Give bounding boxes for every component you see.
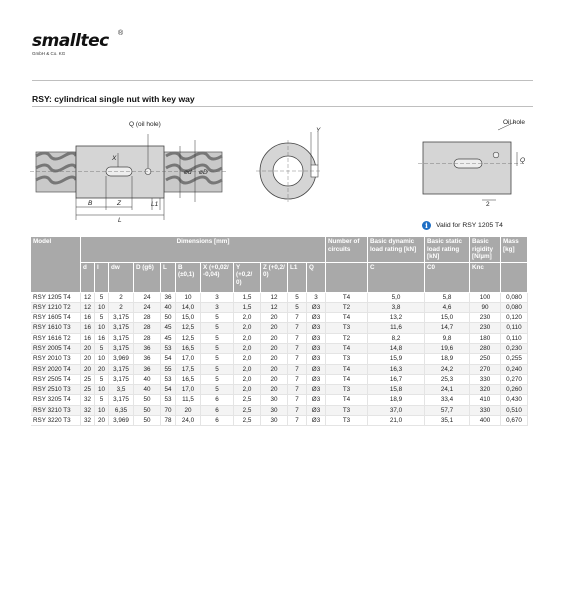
table-cell: 2,0 [234,385,261,395]
table-cell: 16 [81,333,95,343]
table-cell: 50 [134,395,161,405]
sub-b: B (±0,1) [176,262,201,292]
table-row [31,354,528,364]
table-cell: 28 [134,333,161,343]
logo-subtitle: GmbH & Co. KG [32,51,66,56]
table-cell: 5 [201,333,234,343]
table-cell: 0,080 [501,302,528,312]
table-row [31,385,528,395]
table-cell: 230 [470,313,501,323]
table-cell: T3 [326,354,368,364]
table-cell: 16 [95,333,109,343]
sub-l1: L1 [288,262,307,292]
table-cell: 0,240 [501,364,528,374]
table-cell: 11,5 [176,395,201,405]
sub-l: l [95,262,109,292]
sub-mass-blank [501,262,528,292]
table-cell: 24,1 [425,385,470,395]
table-cell: 2,0 [234,333,261,343]
table-cell: 330 [470,374,501,384]
table-cell: 2,5 [234,405,261,415]
table-cell: RSY 1605 T4 [31,313,81,323]
table-cell: 3 [201,292,234,302]
table-cell: Ø3 [307,364,326,374]
table-cell: 4,6 [425,302,470,312]
table-cell: 12,5 [176,323,201,333]
table-cell: 3,8 [368,302,425,312]
table-cell: 70 [161,405,176,415]
sub-y: Y (+0,2/ 0) [234,262,261,292]
table-cell: RSY 3205 T4 [31,395,81,405]
table-cell: 7 [288,364,307,374]
table-cell: 32 [81,405,95,415]
table-cell: 270 [470,364,501,374]
table-cell: 330 [470,405,501,415]
table-cell: 15,0 [425,313,470,323]
table-cell: 20 [261,385,288,395]
table-cell: 6 [201,405,234,415]
table-cell: 18,9 [368,395,425,405]
table-cell: 2,5 [234,416,261,426]
table-row [31,364,528,374]
col-model: Model [31,237,81,292]
spec-table [31,237,528,426]
col-dimensions: Dimensions [mm] [81,237,326,262]
table-cell: Ø3 [307,416,326,426]
nut-front-view [256,132,322,202]
table-cell: 3,969 [109,354,134,364]
table-cell: 3,175 [109,395,134,405]
table-cell: 24 [134,292,161,302]
table-cell: 20 [261,333,288,343]
table-cell: 0,260 [501,385,528,395]
table-cell: 5 [201,364,234,374]
table-cell: RSY 2005 T4 [31,343,81,353]
table-cell: 20 [261,354,288,364]
table-cell: 24,2 [425,364,470,374]
sub-circuits-blank [326,262,368,292]
table-cell: 20 [81,354,95,364]
sub-c0: C0 [425,262,470,292]
table-cell: 30 [261,416,288,426]
sub-d-g6: D (g6) [134,262,161,292]
table-cell: 7 [288,395,307,405]
table-cell: 14,7 [425,323,470,333]
table-cell: Ø3 [307,343,326,353]
table-cell: T2 [326,333,368,343]
screw-shaft-right [164,152,222,192]
table-cell: 2,0 [234,354,261,364]
sub-z: Z (+0,2/ 0) [261,262,288,292]
table-cell: 5 [95,343,109,353]
dim-y-label: Y [316,127,321,134]
table-cell: Ø3 [307,374,326,384]
table-cell: 12,5 [176,333,201,343]
table-cell: RSY 1616 T2 [31,333,81,343]
table-cell: 7 [288,385,307,395]
table-cell: 16,5 [176,374,201,384]
table-cell: T4 [326,313,368,323]
table-row [31,302,528,312]
table-cell: 100 [470,292,501,302]
table-cell: 28 [134,313,161,323]
table-row [31,343,528,353]
table-cell: 5 [95,292,109,302]
table-cell: 5,8 [425,292,470,302]
table-cell: 0,270 [501,374,528,384]
table-cell: 5 [95,313,109,323]
dim-b-label: B [88,200,93,207]
table-row [31,333,528,343]
table-row [31,416,528,426]
info-icon: i [422,221,431,230]
table-cell: 16 [81,323,95,333]
table-cell: 10 [176,292,201,302]
table-cell: 7 [288,313,307,323]
table-cell: 0,510 [501,405,528,415]
table-cell: RSY 2510 T3 [31,385,81,395]
table-cell: T3 [326,416,368,426]
screw-shaft-left [36,152,76,192]
table-cell: RSY 2010 T3 [31,354,81,364]
technical-drawing [30,110,540,224]
table-row [31,323,528,333]
table-cell: 5 [288,302,307,312]
table-cell: 19,6 [425,343,470,353]
table-cell: 12 [261,302,288,312]
table-cell: 54 [161,354,176,364]
table-cell: RSY 1210 T2 [31,302,81,312]
table-cell: 6,35 [109,405,134,415]
table-body [31,292,528,426]
table-cell: 280 [470,343,501,353]
table-cell: 3,175 [109,333,134,343]
table-cell: 2,0 [234,364,261,374]
table-cell: RSY 3210 T3 [31,405,81,415]
table-row [31,374,528,384]
table-cell: Ø3 [307,405,326,415]
sub-dw: dw [109,262,134,292]
oil-hole-label-right: Oil hole [503,119,526,126]
table-cell: 20 [261,343,288,353]
table-cell: 20 [95,364,109,374]
logo-wordmark: smalltec [32,31,109,51]
col-static-load: Basic static load rating [kN] [425,237,470,262]
table-cell: 45 [161,333,176,343]
dim-l1-label: L1 [151,201,159,208]
table-cell: 16,7 [368,374,425,384]
table-row [31,292,528,302]
table-cell: 7 [288,333,307,343]
table-cell: 230 [470,323,501,333]
table-cell: 35,1 [425,416,470,426]
table-cell: 30 [261,405,288,415]
table-cell: Ø3 [307,302,326,312]
col-mass: Mass [kg] [501,237,528,262]
table-cell: 17,0 [176,385,201,395]
table-cell: T4 [326,364,368,374]
table-row [31,313,528,323]
table-cell: 3,175 [109,374,134,384]
table-cell: 90 [470,302,501,312]
table-cell: 55 [161,364,176,374]
table-cell: 6 [201,395,234,405]
table-cell: 250 [470,354,501,364]
table-cell: T3 [326,385,368,395]
table-cell: T3 [326,323,368,333]
table-cell: 20 [261,374,288,384]
table-cell: 20 [261,364,288,374]
table-cell: 2,5 [234,395,261,405]
table-cell: 25,3 [425,374,470,384]
table-cell: 5 [95,374,109,384]
table-row [31,395,528,405]
dim-2-label: 2 [486,201,490,208]
table-cell: 20 [176,405,201,415]
table-cell: T2 [326,302,368,312]
dim-outer-d-label: øD [199,169,208,176]
table-cell: 24,0 [176,416,201,426]
col-circuits: Number of circuits [326,237,368,262]
dim-x-label: X [112,155,117,162]
table-cell: 7 [288,343,307,353]
top-divider [32,80,533,81]
table-cell: 7 [288,354,307,364]
table-cell: 0,230 [501,343,528,353]
table-cell: 36 [161,292,176,302]
col-rigidity: Basic rigidity [N/µm] [470,237,501,262]
sub-c: C [368,262,425,292]
table-cell: 15,9 [368,354,425,364]
table-cell: 0,110 [501,323,528,333]
table-cell: 45 [161,323,176,333]
validity-text: Valid for RSY 1205 T4 [436,222,503,229]
table-sub-header [31,262,528,292]
table-cell: 5 [95,395,109,405]
table-cell: 20 [261,313,288,323]
table-cell: 3,175 [109,323,134,333]
table-cell: Ø3 [307,395,326,405]
table-cell: 5 [201,374,234,384]
table-cell: 0,255 [501,354,528,364]
sub-d: d [81,262,95,292]
table-cell: 6 [201,416,234,426]
table-cell: 14,0 [176,302,201,312]
table-cell: RSY 3220 T3 [31,416,81,426]
table-cell: 2,0 [234,343,261,353]
table-cell: 180 [470,333,501,343]
sub-x: X (+0,02/ -0,04) [201,262,234,292]
table-cell: T4 [326,343,368,353]
table-cell: 30 [261,395,288,405]
table-cell: 21,0 [368,416,425,426]
table-cell: 1,5 [234,292,261,302]
table-group-header [31,237,528,262]
table-cell: 3 [307,292,326,302]
dim-l-label: L [118,217,122,224]
sub-length: L [161,262,176,292]
table-cell: 0,430 [501,395,528,405]
table-cell: 0,120 [501,313,528,323]
table-cell: 16,3 [368,364,425,374]
table-cell: 20 [81,343,95,353]
table-cell: 5 [201,354,234,364]
table-cell: 0,110 [501,333,528,343]
table-cell: Ø3 [307,323,326,333]
table-cell: 2,0 [234,323,261,333]
table-cell: 36 [134,343,161,353]
table-cell: 2 [109,302,134,312]
table-cell: 50 [134,405,161,415]
table-cell: 40 [161,302,176,312]
page-title: RSY: cylindrical single nut with key way [32,94,195,104]
company-logo [32,30,124,56]
nut-top-view [418,122,525,200]
table-cell: 2,0 [234,374,261,384]
sub-q: Q [307,262,326,292]
table-cell: 12 [81,302,95,312]
table-cell: 36 [134,364,161,374]
table-cell: 1,5 [234,302,261,312]
table-cell: 7 [288,374,307,384]
table-cell: 57,7 [425,405,470,415]
table-row [31,405,528,415]
table-cell: T4 [326,374,368,384]
table-cell: 53 [161,374,176,384]
table-cell: 25 [81,374,95,384]
table-cell: 8,2 [368,333,425,343]
table-cell: 12 [261,292,288,302]
table-cell: 54 [161,385,176,395]
table-cell: 320 [470,385,501,395]
table-cell: 10 [95,405,109,415]
table-cell: 24 [134,302,161,312]
table-cell: 12 [81,292,95,302]
col-dynamic-load: Basic dynamic load rating [kN] [368,237,425,262]
table-cell: 5 [288,292,307,302]
table-cell: 78 [161,416,176,426]
table-cell: 15,0 [176,313,201,323]
table-cell: 5 [201,313,234,323]
table-cell: 13,2 [368,313,425,323]
table-cell: RSY 2505 T4 [31,374,81,384]
table-cell: Ø3 [307,333,326,343]
table-cell: T4 [326,292,368,302]
table-cell: 3,5 [109,385,134,395]
table-cell: T4 [326,395,368,405]
table-cell: 410 [470,395,501,405]
table-cell: 40 [134,385,161,395]
dim-d-label: ød [184,169,192,176]
table-cell: 40 [134,374,161,384]
table-cell: 3 [201,302,234,312]
table-cell: Ø3 [307,385,326,395]
table-cell: 50 [161,313,176,323]
table-cell: 14,8 [368,343,425,353]
validity-note [422,221,503,230]
table-cell: T3 [326,405,368,415]
table-cell: 32 [81,416,95,426]
logo-registered-mark: ® [118,30,124,37]
table-cell: 5 [201,343,234,353]
sub-knc: Knc [470,262,501,292]
title-divider [32,106,533,107]
table-cell: RSY 2020 T4 [31,364,81,374]
table-cell: 11,6 [368,323,425,333]
table-cell: 36 [134,354,161,364]
table-cell: 16,5 [176,343,201,353]
table-cell: 53 [161,395,176,405]
table-cell: 0,080 [501,292,528,302]
table-cell: 10 [95,354,109,364]
table-cell: 9,8 [425,333,470,343]
table-cell: 33,4 [425,395,470,405]
table-cell: 17,0 [176,354,201,364]
oil-hole-label: Q (oil hole) [129,121,161,128]
table-cell: 5 [201,385,234,395]
dim-z-label: Z [117,200,121,207]
table-cell: RSY 1610 T3 [31,323,81,333]
table-cell: 3,175 [109,313,134,323]
table-cell: RSY 1205 T4 [31,292,81,302]
table-cell: 5,0 [368,292,425,302]
table-cell: 20 [95,416,109,426]
table-cell: 400 [470,416,501,426]
table-cell: 53 [161,343,176,353]
table-cell: 20 [261,323,288,333]
table-cell: 3,175 [109,364,134,374]
table-cell: 5 [201,323,234,333]
table-cell: 10 [95,302,109,312]
table-cell: 3,969 [109,416,134,426]
table-cell: 15,8 [368,385,425,395]
table-cell: 50 [134,416,161,426]
table-cell: 7 [288,323,307,333]
table-cell: 17,5 [176,364,201,374]
table-cell: 16 [81,313,95,323]
table-cell: 20 [81,364,95,374]
table-cell: 10 [95,323,109,333]
table-cell: 3,175 [109,343,134,353]
table-cell: 32 [81,395,95,405]
table-cell: 25 [81,385,95,395]
table-cell: 2,0 [234,313,261,323]
table-cell: 0,670 [501,416,528,426]
table-cell: 7 [288,405,307,415]
table-cell: 7 [288,416,307,426]
table-cell: 10 [95,385,109,395]
table-cell: 37,0 [368,405,425,415]
dim-q-label: Q [520,157,526,164]
table-cell: 28 [134,323,161,333]
table-cell: 18,9 [425,354,470,364]
table-cell: 2 [109,292,134,302]
table-cell: Ø3 [307,313,326,323]
table-cell: Ø3 [307,354,326,364]
